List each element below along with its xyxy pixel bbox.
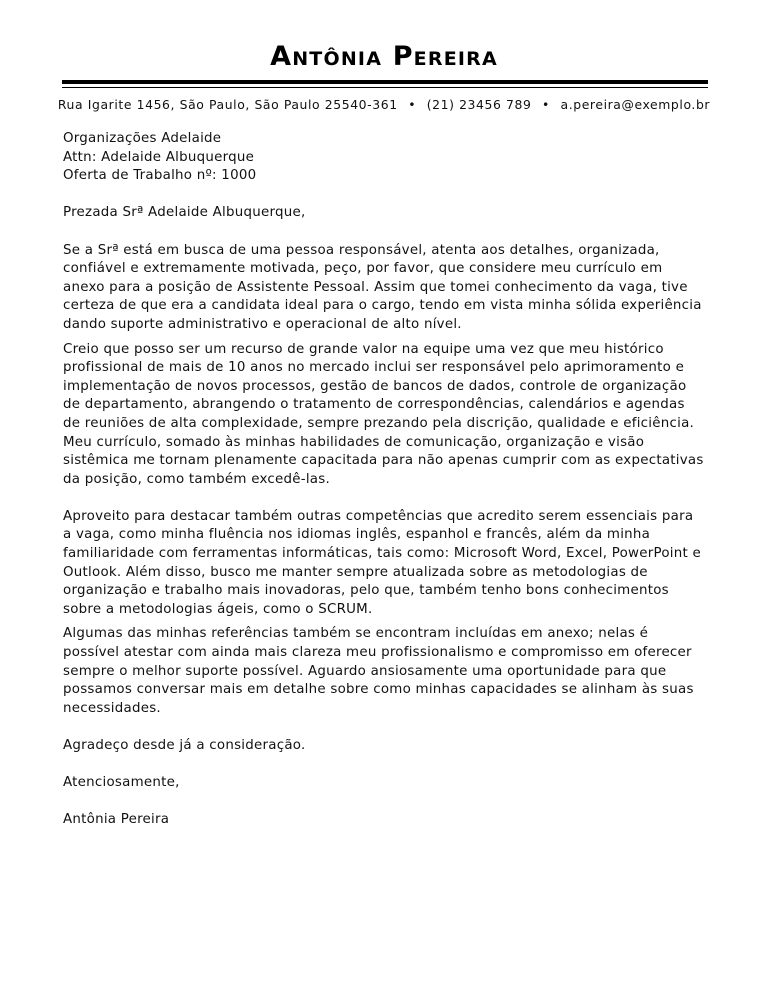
letter-paragraph: Creio que posso ser um recurso de grande valor na equipe uma vez que meu histórico profissional de mais de 10 anos no mercado inclui ser responsável pelo aprimoramento e implementação de novos processos, gestão de bancos de dados, controle de organização de departamento, abrangendo o tratamento de correspondências, calendários e agendas de reuniões de alta complexidade, sempre prezando pela discrição, qualidade e eficiência. Meu currículo, somado às minhas habilidades de comunicação, organização e visão sistêmica me tornam plenamente capacitada para não apenas cumprir com as expectativas da posição, como também excedê-las. [63,341,704,487]
header-rule-thin [62,87,708,88]
contact-address: Rua Igarite 1456, São Paulo, São Paulo 25540-361 [57,97,398,112]
recipient-attn: Attn: Adelaide Albuquerque [63,149,255,165]
recipient-block [63,130,705,186]
header-rule-thick [62,80,708,84]
letter-body [63,130,705,830]
letter-paragraph: Algumas das minhas referências também se encontram incluídas em anexo; nelas é possível atestar com ainda mais clareza meu profissionalismo e compromisso em oferecer sempre o melhor suporte possível. Aguardo ansiosamente uma oportunidade para que possamos conversar mais em detalhe sobre como minhas capacidades se alinham às suas necessidades. [63,626,694,716]
recipient-job-offer: Oferta de Trabalho nº: 1000 [63,168,257,184]
letter-thanks: Agradeço desde já a consideração. [63,738,306,753]
letter-closing: Atenciosamente, [63,775,180,791]
letter-paragraph: Se a Srª está em busca de uma pessoa responsável, atenta aos detalhes, organizada, confiável e extremamente motivada, peço, por favor, que considere meu currículo em anexo para a posição de Assistente Pessoal. Assim que tomei conhecimento da vaga, tive certeza de que era a candidata ideal para o cargo, tendo em vista minha sólida experiência dando suporte administrativo e operacional de alto nível. [63,242,702,332]
contact-email: a.pereira@exemplo.br [560,97,711,112]
recipient-company: Organizações Adelaide [63,131,222,146]
bullet-separator-icon: • [542,97,550,112]
letter-paragraph: Aproveito para destacar também outras competências que acredito serem essenciais para a vaga, como minha fluência nos idiomas inglês, espanhol e francês, além da minha familiaridade com ferramentas informáticas, tais como: Microsoft Word, Excel, PowerPoint e Outlook. Além disso, busco me manter sempre atualizada sobre as metodologias de organização e trabalho mais inovadoras, pelo que, também tenho bons conhecimentos sobre a metodologias ágeis, como o SCRUM. [63,508,701,617]
bullet-separator-icon: • [408,97,417,112]
contact-info-line [0,97,768,112]
contact-phone: (21) 23456 789 [426,97,532,112]
letter-salutation: Prezada Srª Adelaide Albuquerque, [63,205,306,221]
letter-signature: Antônia Pereira [63,812,170,828]
applicant-name-heading: Antônia Pereira [270,41,498,72]
